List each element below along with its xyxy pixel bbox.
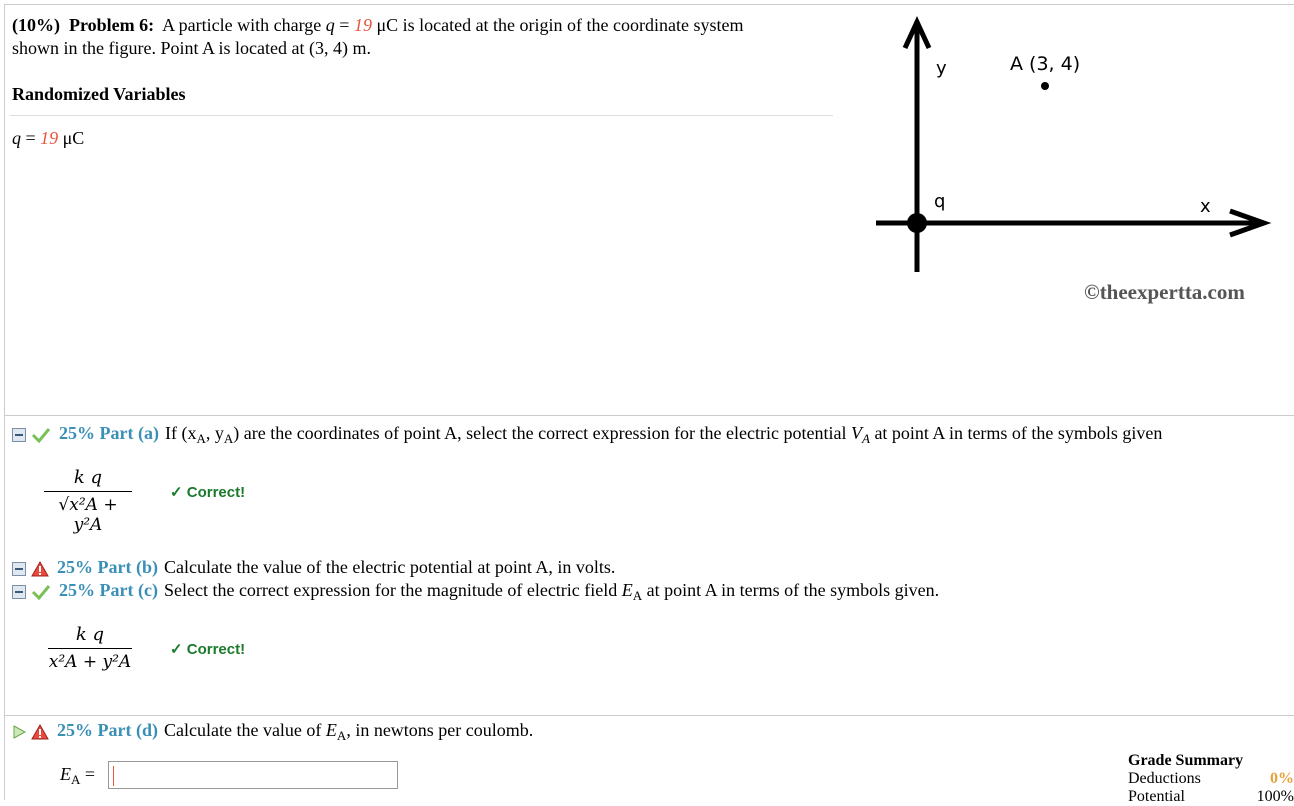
collapse-icon[interactable] <box>12 585 26 599</box>
randomized-variables-title: Randomized Variables <box>12 84 186 104</box>
warning-icon <box>31 561 49 577</box>
part-c-feedback: ✓ Correct! <box>170 641 246 658</box>
divider <box>4 715 1294 716</box>
y-axis-label: y <box>936 58 947 79</box>
part-c-label: 25% Part (c) <box>59 580 158 600</box>
part-a-label: 25% Part (a) <box>59 423 159 443</box>
collapse-icon[interactable] <box>12 428 26 442</box>
problem-weight: (10%) <box>12 15 60 35</box>
part-d-label: 25% Part (d) <box>57 720 158 740</box>
part-c-answer: k q x²A + y²A <box>48 624 132 672</box>
expand-arrow-icon[interactable] <box>12 725 26 739</box>
part-c-header: 25% Part (c) Select the correct expression for the magnitude of electric field $E_A$ at point A in terms of the symbols given. <box>12 580 939 604</box>
potential-row: Potential 100% <box>1128 788 1294 805</box>
problem-title: Problem 6: <box>69 15 155 35</box>
grade-summary-title: Grade Summary <box>1128 752 1244 769</box>
answer-input-label: $E_A$ = <box>60 764 96 787</box>
point-a-dot <box>1041 82 1049 90</box>
text-caret <box>113 766 114 786</box>
part-a-answer: k q √x²A + y²A <box>44 467 132 535</box>
expand-icon[interactable] <box>12 562 26 576</box>
divider <box>10 115 833 116</box>
x-axis-label: x <box>1200 196 1211 217</box>
part-a-feedback: ✓ Correct! <box>170 484 246 501</box>
part-d-header: 25% Part (d) Calculate the value of $E_A$, in newtons per coulomb. <box>12 720 533 744</box>
part-b-label: 25% Part (b) <box>57 557 158 577</box>
copyright-watermark: ©theexpertta.com <box>1084 280 1245 304</box>
deductions-row: Deductions 0% <box>1128 770 1294 787</box>
charge-label: q <box>934 191 946 212</box>
answer-input[interactable] <box>108 761 398 789</box>
grade-summary <box>1128 752 1294 806</box>
coordinate-figure <box>870 10 1294 310</box>
charge-dot <box>907 213 927 233</box>
part-b-header: 25% Part (b) Calculate the value of the electric potential at point A, in volts. <box>12 557 615 578</box>
check-icon <box>31 427 51 443</box>
randomized-q: q = 19 μC <box>12 128 85 148</box>
check-icon <box>31 584 51 600</box>
part-a-header: 25% Part (a) If ($x_A$, $y_A$) are the coordinates of point A, select the correct expression for the electric potential $V_A$ at point A in terms of the symbols given <box>12 423 1162 447</box>
divider <box>4 415 1294 416</box>
q-value: 19 <box>353 15 372 35</box>
problem-statement: (10%) Problem 6: A particle with charge q = 19 μC is located at the origin of the coordinate system shown in the figure. Point A is located at (3, 4) m. <box>12 15 744 58</box>
point-a-label: A (3, 4) <box>1010 53 1081 75</box>
warning-icon <box>31 724 49 740</box>
